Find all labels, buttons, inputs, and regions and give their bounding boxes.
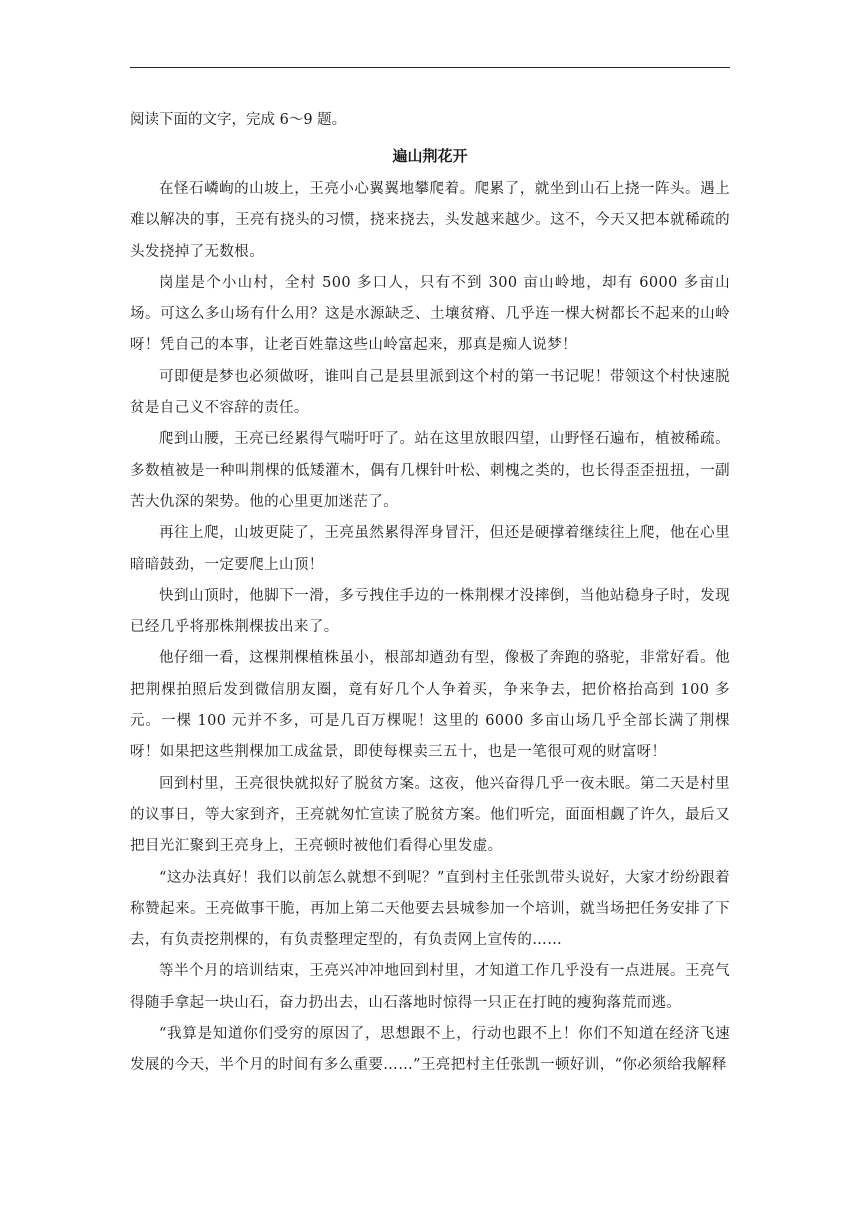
paragraph: “这办法真好！我们以前怎么就想不到呢？”直到村主任张凯带头说好，大家才纷纷跟着称赞起来。王亮做事干脆，再加上第二天他要去县城参加一个培训，就当场把任务安排了下去，有负责挖荆棵的，有负责整理定型的，有负责网上宣传的…… (130, 869, 730, 949)
article-title: 遍山荆花开 (392, 147, 468, 165)
paragraph: 在怪石嶙峋的山坡上，王亮小心翼翼地攀爬着。爬累了，就坐到山石上挠一阵头。遇上难以解决的事，王亮有挠头的习惯，挠来挠去，头发越来越少。这不，今天又把本就稀疏的头发挠掉了无数根。 (130, 181, 730, 260)
paragraph: 可即便是梦也必须做呀，谁叫自己是县里派到这个村的第一书记呢！带领这个村快速脱贫是自己义不容辞的责任。 (130, 368, 730, 417)
paragraph: 岗崖是个小山村，全村 500 多口人，只有不到 300 亩山岭地，却有 6000 多亩山场。可这么多山场有什么用？这是水源缺乏、土壤贫瘠、几乎连一棵大树都长不起来的山岭呀！凭自己的本事，让老百姓靠这些山岭富起来，那真是痴人说梦！ (130, 274, 730, 354)
paragraph: 等半个月的培训结束，王亮兴冲冲地回到村里，才知道工作几乎没有一点进展。王亮气得随手拿起一块山石，奋力扔出去，山石落地时惊得一只正在打盹的瘦狗落荒而逃。 (130, 963, 730, 1011)
paragraph: “我算是知道你们受穷的原因了，思想跟不上，行动也跟不上！你们不知道在经济飞速发展的今天，半个月的时间有多么重要……”王亮把村主任张凯一顿好训，“你必须给我解释 (130, 1026, 730, 1074)
paragraph: 爬到山腰，王亮已经累得气喘吁吁了。站在这里放眼四望，山野怪石遍布，植被稀疏。多数植被是一种叫荆棵的低矮灌木，偶有几棵针叶松、刺槐之类的，也长得歪歪扭扭，一副苦大仇深的架势。他的心里更加迷茫了。 (130, 431, 730, 510)
question-intro: 阅读下面的文字，完成 6～9 题。 (130, 112, 347, 128)
header-rule (130, 67, 730, 68)
paragraph: 再往上爬，山坡更陡了，王亮虽然累得浑身冒汗，但还是硬撑着继续往上爬，他在心里暗暗鼓劲，一定要爬上山顶！ (130, 525, 730, 573)
paragraph: 快到山顶时，他脚下一滑，多亏拽住手边的一株荆棵才没摔倒，当他站稳身子时，发现已经几乎将那株荆棵拔出来了。 (130, 587, 730, 636)
paragraph: 他仔细一看，这棵荆棵植株虽小，根部却遒劲有型，像极了奔跑的骆驼，非常好看。他把荆棵拍照后发到微信朋友圈，竟有好几个人争着买，争来争去，把价格抬高到 100 多元。一棵 100 元并不多，可是几百万棵呢！这里的 6000 多亩山场几乎全部长满了荆棵呀！如果把这些荆棵加工成盆景，即使每棵卖三五十，也是一笔很可观的财富呀！ (130, 650, 730, 761)
paragraph: 回到村里，王亮很快就拟好了脱贫方案。这夜，他兴奋得几乎一夜未眠。第二天是村里的议事日，等大家到齐，王亮就匆忙宣读了脱贫方案。他们听完，面面相觑了许久，最后又把目光汇聚到王亮身上，王亮顿时被他们看得心里发虚。 (130, 775, 730, 855)
document-body (130, 106, 730, 1082)
